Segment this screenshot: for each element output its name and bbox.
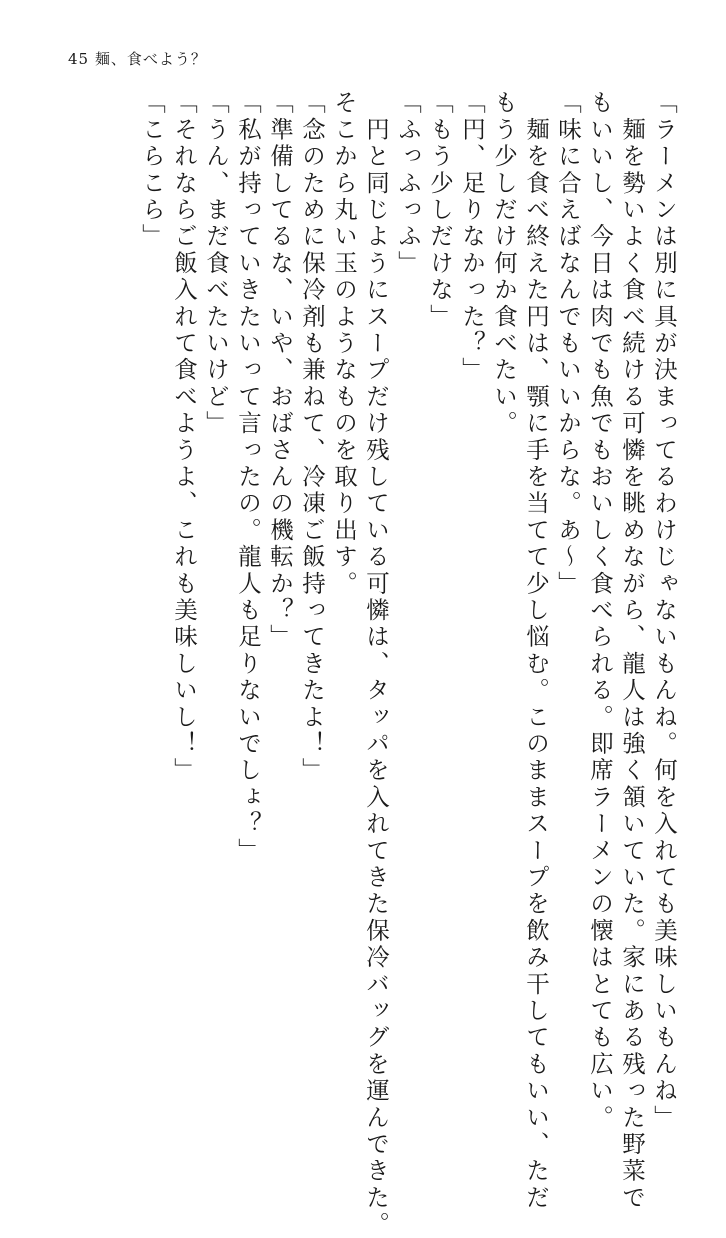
text-line: 「ふっふっふ」 [394,90,422,277]
text-line: 「ラーメンは別に具が決まってるわけじゃないもんね。何を入れても美味しいもんね」 [650,90,678,1132]
text-line: 「こらこら」 [138,90,166,251]
running-header [68,48,207,69]
page-number: 45 [68,50,90,68]
text-line: 「円、足りなかった？」 [458,90,486,384]
chapter-title: 麺、食べよう？ [94,50,207,68]
text-line: 「私が持っていきたいって言ったの。龍人も足りないでしょ？」 [234,90,262,865]
text-line: 「念のために保冷剤も兼ねて、冷凍ご飯持ってきたよ！」 [298,90,326,785]
vertical-text-body [60,90,680,1238]
text-line: 「それならご飯入れて食べようよ、これも美味しいし！」 [170,90,198,785]
text-line: もう少しだけ何か食べたい。 [490,90,518,438]
text-line: 「もう少しだけな」 [426,90,454,331]
text-line: 麺を勢いよく食べ続ける可憐を眺めながら、龍人は強く頷いていた。家にある残った野菜で [618,90,646,1212]
text-line: そこから丸い玉のようなものを取り出す。 [330,90,358,598]
text-line: 麺を食べ終えた円は、顎に手を当てて少し悩む。このままスープを飲み干してもいい、ただ [522,90,550,1212]
text-line: 円と同じようにスープだけ残している可憐は、タッパを入れてきた保冷バッグを運んできた。 [362,90,390,1238]
text-line: もいいし、今日は肉でも魚でもおいしく食べられる。即席ラーメンの懐はとても広い。 [586,90,614,1132]
text-line: 「味に合えばなんでもいいからな。あ～」 [554,90,582,598]
text-line: 「準備してるな、いや、おばさんの機転か？」 [266,90,294,651]
text-line: 「うん、まだ食べたいけど」 [202,90,230,438]
